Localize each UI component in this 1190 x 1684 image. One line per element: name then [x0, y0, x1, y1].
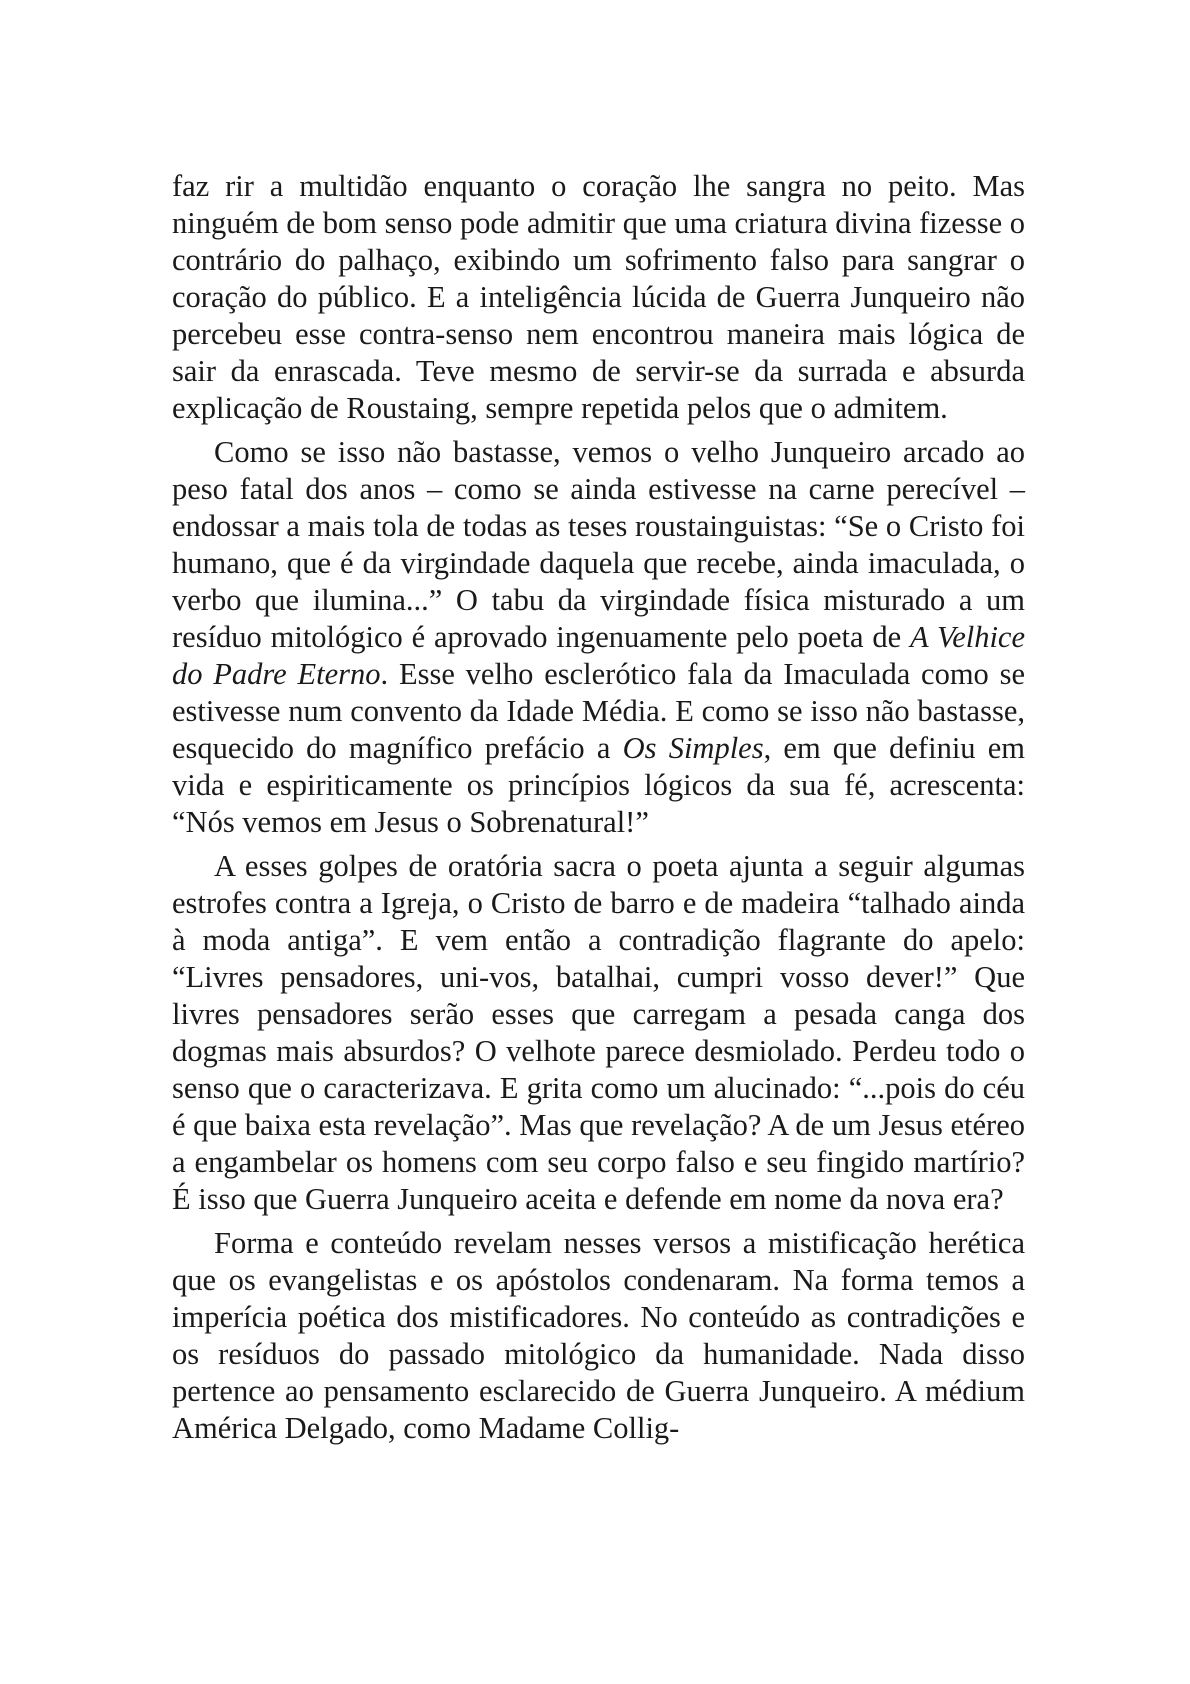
paragraph-2-text-a: Como se isso não bastasse, vemos o velho Junqueiro arcado ao peso fatal dos anos – como se ainda estivesse na carne perecível – endossar a mais tola de todas as teses roustainguistas: “Se o Cristo foi humano, que é da virgindade daquela que recebe, ainda imaculada, o verbo que ilumina...” O tabu da virgindade física misturado a um resíduo mitológico é aprovado ingenuamente pelo poeta de: [172, 435, 1025, 654]
paragraph-3-text: A esses golpes de oratória sacra o poeta ajunta a seguir algumas estrofes contra a Igreja, o Cristo de barro e de madeira “talhado ainda à moda antiga”. E vem então a contradição flagrante do apelo: “Livres pensadores, uni-vos, batalhai, cumpri vosso dever!” Que livres pensadores serão esses que carregam a pesada canga dos dogmas mais absurdos? O velhote parece desmiolado. Perdeu todo o senso que o caracterizava. E grita como um alucinado: “...pois do céu é que baixa esta revelação”. Mas que revelação? A de um Jesus etéreo a engambelar os homens com seu corpo falso e seu fingido martírio? É isso que Guerra Junqueiro aceita e defende em nome da nova era?: [172, 849, 1025, 1216]
paragraph-2: [172, 434, 1025, 841]
book-title-simples: Os Simples: [622, 731, 764, 765]
paragraph-2-text-b: . Esse velho esclerótico fala da Imaculada como se estivesse num convento da Idade Média. E como se isso não bastasse, esquecido do magnífico prefácio a: [172, 657, 1025, 765]
paragraph-4: [172, 1225, 1025, 1447]
paragraph-3: [172, 848, 1025, 1218]
paragraph-4-text: Forma e conteúdo revelam nesses versos a mistificação herética que os evangelistas e os apóstolos condenaram. Na forma temos a imperícia poética dos mistificadores. No conteúdo as contradições e os resíduos do passado mitológico da humanidade. Nada disso pertence ao pensamento esclarecido de Guerra Junqueiro. A médium América Delgado, como Madame Collig-: [172, 1226, 1025, 1445]
document-page: [172, 168, 1025, 1447]
paragraph-2-text-c: , em que definiu em vida e espiriticamente os princípios lógicos da sua fé, acrescenta: “Nós vemos em Jesus o Sobrenatural!”: [172, 731, 1026, 839]
paragraph-1: [172, 168, 1025, 427]
book-title-velhice: A Velhice do Padre Eterno: [172, 620, 1026, 691]
paragraph-1-text: faz rir a multidão enquanto o coração lhe sangra no peito. Mas ninguém de bom senso pode admitir que uma criatura divina fizesse o contrário do palhaço, exibindo um sofrimento falso para sangrar o coração do público. E a inteligência lúcida de Guerra Junqueiro não percebeu esse contra-senso nem encontrou maneira mais lógica de sair da enrascada. Teve mesmo de servir-se da surrada e absurda explicação de Roustaing, sempre repetida pelos que o admitem.: [172, 169, 1025, 425]
